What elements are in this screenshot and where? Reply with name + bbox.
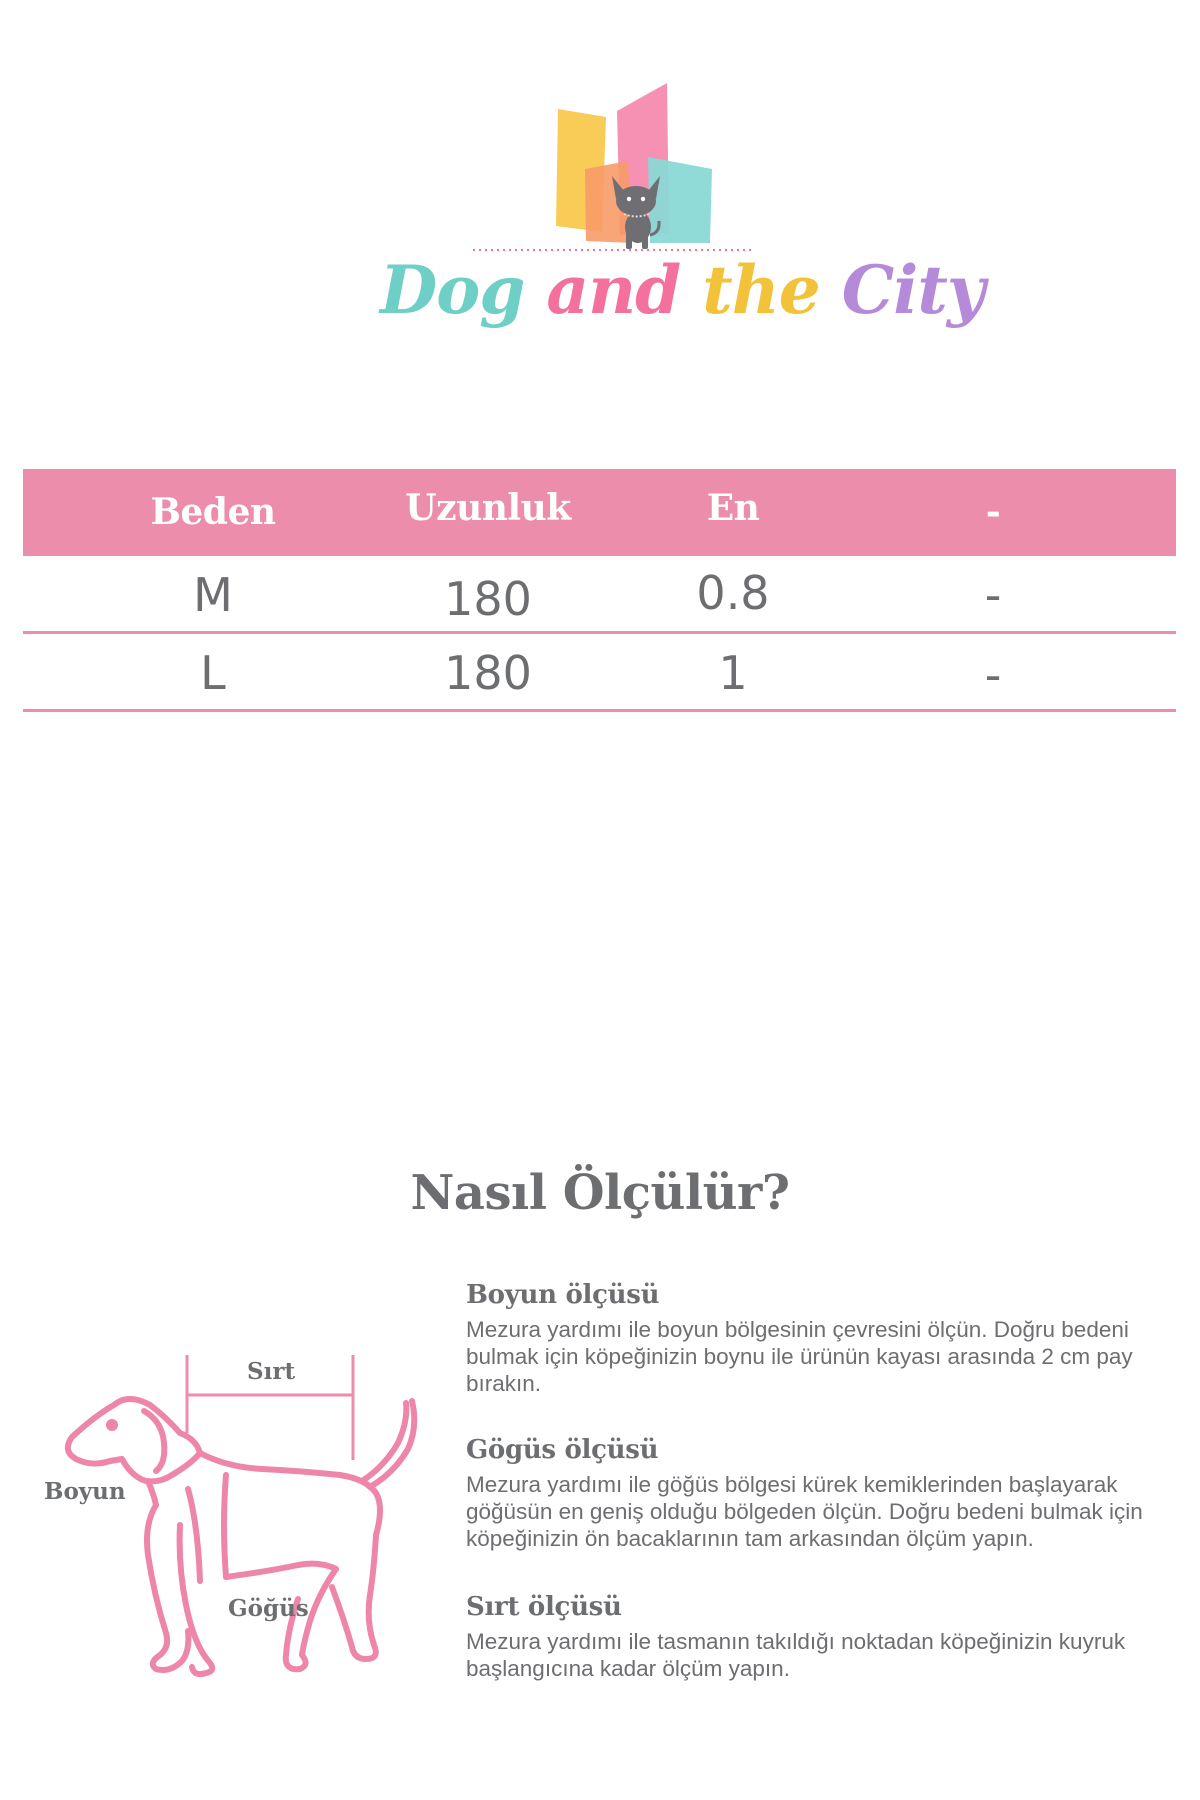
brand-word-dog: Dog — [380, 251, 525, 329]
cell-extra: - — [984, 648, 1002, 702]
instruction-neck — [466, 1280, 1176, 1397]
table-row — [23, 634, 1176, 712]
brand-wordmark — [380, 235, 985, 345]
brand-word-the: the — [702, 251, 820, 329]
header-uzunluk: Uzunluk — [405, 487, 571, 529]
header-extra: - — [985, 491, 1001, 533]
cell-extra: - — [984, 568, 1002, 622]
instruction-title: Boyun ölçüsü — [466, 1280, 660, 1310]
header-beden: Beden — [150, 491, 276, 533]
instruction-text: Mezura yardımı ile göğüs bölgesi kürek kemiklerinden başlayarak göğüsün en geniş olduğu bölgeden ölçün. Doğru bedeni bulmak için köpeğinizin ön bacaklarının tam arkasından ölçüm yapın. — [466, 1472, 1143, 1551]
cell-width: 1 — [718, 646, 748, 700]
instruction-chest — [466, 1435, 1176, 1552]
instruction-title: Sırt ölçüsü — [466, 1592, 622, 1622]
cell-width: 0.8 — [696, 566, 770, 620]
header-en: En — [706, 487, 760, 529]
table-row — [23, 556, 1176, 634]
brand-word-and: and — [546, 251, 681, 329]
size-table — [23, 469, 1176, 712]
instruction-title: Gögüs ölçüsü — [466, 1435, 659, 1465]
cell-length: 180 — [444, 646, 532, 700]
brand-logo — [380, 75, 985, 345]
cell-size: L — [200, 646, 226, 700]
dog-measurement-figure — [40, 1355, 440, 1695]
label-gogus: Göğüs — [228, 1595, 309, 1622]
label-boyun: Boyun — [44, 1478, 126, 1505]
instruction-back — [466, 1592, 1176, 1682]
size-table-header — [23, 469, 1176, 556]
cell-size: M — [193, 568, 233, 622]
instruction-text: Mezura yardımı ile boyun bölgesinin çevresini ölçün. Doğru bedeni bulmak için köpeğinizin boynu ile ürünün kayası arasında 2 cm pay bırakın. — [466, 1317, 1133, 1396]
cell-length: 180 — [444, 572, 532, 626]
dog-outline-icon — [40, 1355, 440, 1695]
how-to-measure-title: Nasıl Ölçülür? — [410, 1165, 790, 1221]
label-sirt: Sırt — [247, 1358, 296, 1385]
instruction-text: Mezura yardımı ile tasmanın takıldığı noktadan köpeğinizin kuyruk başlangıcına kadar ölçüm yapın. — [466, 1629, 1126, 1681]
brand-word-city: City — [841, 251, 985, 329]
